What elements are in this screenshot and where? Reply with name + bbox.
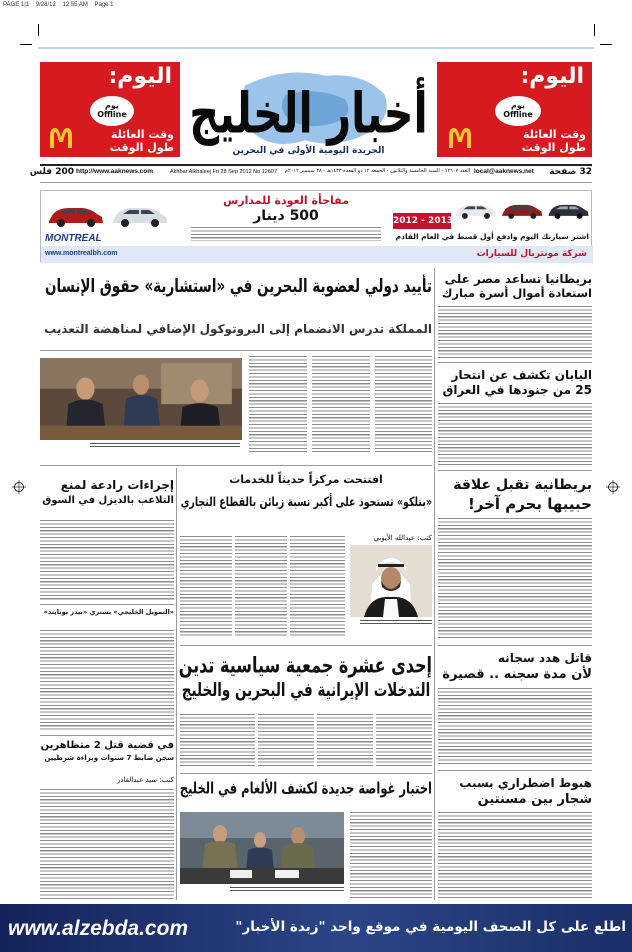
ad-company: شركة مونتريال للسيارات <box>476 249 587 259</box>
english-dateline: Akhbar Alkhaleej Fri 28 Sep 2012 No 12607 <box>170 169 278 175</box>
ad-amount: 500 دينار <box>253 208 319 224</box>
banner-promo: اطلع على كل الصحف اليومية في موقع واحد "زبدة الأخبار" <box>235 919 626 935</box>
finance-headline[interactable]: «التمويل الخليجي» يشتري «بيدز يونايتد» <box>43 608 174 616</box>
article-body-text <box>438 403 592 465</box>
batelco-headline[interactable]: «بتلكو» تستحوذ على أكبر نسبة زبائن بالقطاع التجاري <box>180 495 432 510</box>
ad-headline: اليوم: <box>108 64 172 89</box>
story-rule <box>180 773 432 774</box>
ad-fine-print <box>191 227 381 241</box>
article-body-text <box>258 714 314 768</box>
verdict-byline: كتب: سيد عبدالقادر <box>117 776 174 784</box>
dateline-rule <box>40 164 592 166</box>
brief-headline-line2[interactable]: لأن مدة سجنه .. قصيرة <box>442 667 592 682</box>
masthead <box>185 58 432 162</box>
diesel-headline-line1[interactable]: إجراءات رادعة لمنع <box>60 478 174 492</box>
brief-headline-line2[interactable]: 25 من جنودها في العراق <box>442 383 592 397</box>
ad-website[interactable]: www.montrealbh.com <box>45 250 118 257</box>
price: 200 فلس <box>29 167 74 177</box>
crop-mark <box>594 24 595 36</box>
batelco-kicker: افتتحت مركزاً حديثاً للخدمات <box>229 473 383 486</box>
crop-mark <box>600 44 612 45</box>
right-ad[interactable] <box>437 62 592 157</box>
diesel-headline-line2[interactable]: التلاعب بالديزل في السوق <box>42 495 174 506</box>
lead-subhead[interactable]: المملكة تدرس الانضمام إلى البروتوكول الإضافي لمناهضة التعذيب <box>44 322 432 336</box>
batelco-byline: كتب: عبدالله الأيوبي <box>373 534 432 542</box>
meeting-photo <box>40 358 242 440</box>
ad-offer: مفاجأة العودة للمدارس <box>223 194 349 207</box>
article-body-text <box>40 630 174 730</box>
societies-headline-line1[interactable]: إحدى عشرة جمعية سياسية تدين <box>178 652 432 678</box>
article-body-text <box>235 536 287 638</box>
submarine-headline[interactable]: اختبار غواصة جديدة لكشف الألغام في الخليج <box>179 778 432 798</box>
car-image <box>43 193 173 233</box>
article-body-text <box>438 306 592 358</box>
offline-badge: يوم Offline <box>90 96 134 126</box>
story-rule <box>40 604 174 605</box>
brief-headline-line2[interactable]: استعادة أموال أسرة مبارك <box>441 286 592 300</box>
email-link[interactable]: local@aaknews.net <box>474 168 534 175</box>
military-photo <box>180 812 344 884</box>
ad-slogan: وقت العائلة طول الوقت <box>521 128 586 154</box>
story-rule <box>438 362 592 363</box>
story-rule <box>40 465 432 466</box>
ad-promo: اشتر سيارتك اليوم وادفع أول قسط في العام القادم <box>395 232 589 241</box>
societies-headline-line2[interactable]: التدخلات الإيرانية في البحرين والخليج <box>181 680 431 702</box>
story-rule <box>180 645 432 646</box>
lead-headline[interactable]: تأييد دولي لعضوية البحرين في «استشارية» حقوق الإنسان <box>45 276 432 298</box>
article-body-text <box>249 356 307 452</box>
article-body-text <box>40 520 174 600</box>
article-body-text <box>180 536 232 638</box>
brief-headline-line1[interactable]: بريطانيا تساعد مصر على <box>444 272 592 286</box>
column-rule <box>176 468 177 900</box>
bottom-banner[interactable] <box>0 904 632 952</box>
top-rule <box>38 47 594 49</box>
crop-mark <box>38 24 39 36</box>
brief-headline-line2[interactable]: شجار بين مسنتين <box>477 792 592 807</box>
article-body-text <box>312 356 370 452</box>
masthead-tagline: الجريدة اليومية الأولى في البحرين <box>232 146 385 156</box>
offline-badge: يوم Offline <box>495 96 541 126</box>
article-body-text <box>180 714 255 768</box>
dateline-rule <box>40 182 592 183</box>
masthead-title[interactable]: أخبار الخليج <box>189 80 428 147</box>
article-body-text <box>317 714 373 768</box>
print-slug: PAGE 1|1 9/28/12 12:55 AM Page 1 <box>3 2 114 8</box>
story-rule <box>438 645 592 646</box>
story-rule <box>40 350 432 351</box>
registration-mark-icon <box>606 480 620 494</box>
season-tag: 2012 - 2013 <box>393 213 451 229</box>
website-link[interactable]: http://www.aaknews.com <box>76 168 154 175</box>
car-ad[interactable] <box>40 190 592 262</box>
car-image <box>453 193 591 229</box>
article-body-text <box>438 812 592 900</box>
story-rule <box>438 470 592 471</box>
left-ad[interactable] <box>40 62 180 157</box>
article-body-text <box>376 714 432 768</box>
story-rule <box>40 735 174 736</box>
arabic-dateline: العدد ١٢٦٠٧ - السنة الخامسة والثلاثون - الجمعة ١٢ ذو القعدة ١٤٣٣هـ - ٢٨ سبتمبر ٢٠١٢م <box>284 168 470 174</box>
brief-headline-line1[interactable]: اليابان تكشف عن انتحار <box>451 368 592 382</box>
mcdonalds-arches-icon <box>48 126 74 148</box>
column-rule <box>434 268 435 900</box>
photo-caption <box>360 620 432 625</box>
ad-slogan: وقت العائلة طول الوقت <box>109 128 174 154</box>
verdict-headline[interactable]: سجن ضابط 7 سنوات وبراءة شرطيين <box>44 754 174 762</box>
verdict-kicker: في قضية قتل 2 متظاهرين <box>40 740 174 751</box>
article-body-text <box>350 812 432 900</box>
brief-headline-line1[interactable]: بريطانية تقبل علاقة <box>453 477 592 493</box>
photo-caption <box>230 887 344 892</box>
crop-mark <box>20 44 32 45</box>
ad-footer-strip <box>41 246 593 263</box>
montreal-logo: MONTREAL <box>45 233 102 244</box>
article-body-text <box>438 518 592 640</box>
mcdonalds-arches-icon <box>447 126 473 148</box>
story-rule <box>438 770 592 771</box>
brief-headline-line1[interactable]: قاتل هدد سجانه <box>497 651 592 665</box>
page-count: 32 صفحة <box>549 167 592 177</box>
photo-caption <box>90 443 240 448</box>
article-body-text <box>290 536 345 638</box>
portrait-photo <box>350 545 432 617</box>
article-body-text <box>40 789 174 899</box>
banner-url[interactable]: www.alzebda.com <box>8 917 189 940</box>
article-body-text <box>375 356 432 452</box>
ad-headline: اليوم: <box>520 64 584 89</box>
brief-headline-line1[interactable]: هبوط اضطراري بسبب <box>459 776 592 790</box>
article-body-text <box>438 688 592 766</box>
registration-mark-icon <box>12 480 26 494</box>
brief-headline-line2[interactable]: حبيبها بحرم آخر! <box>467 495 592 513</box>
